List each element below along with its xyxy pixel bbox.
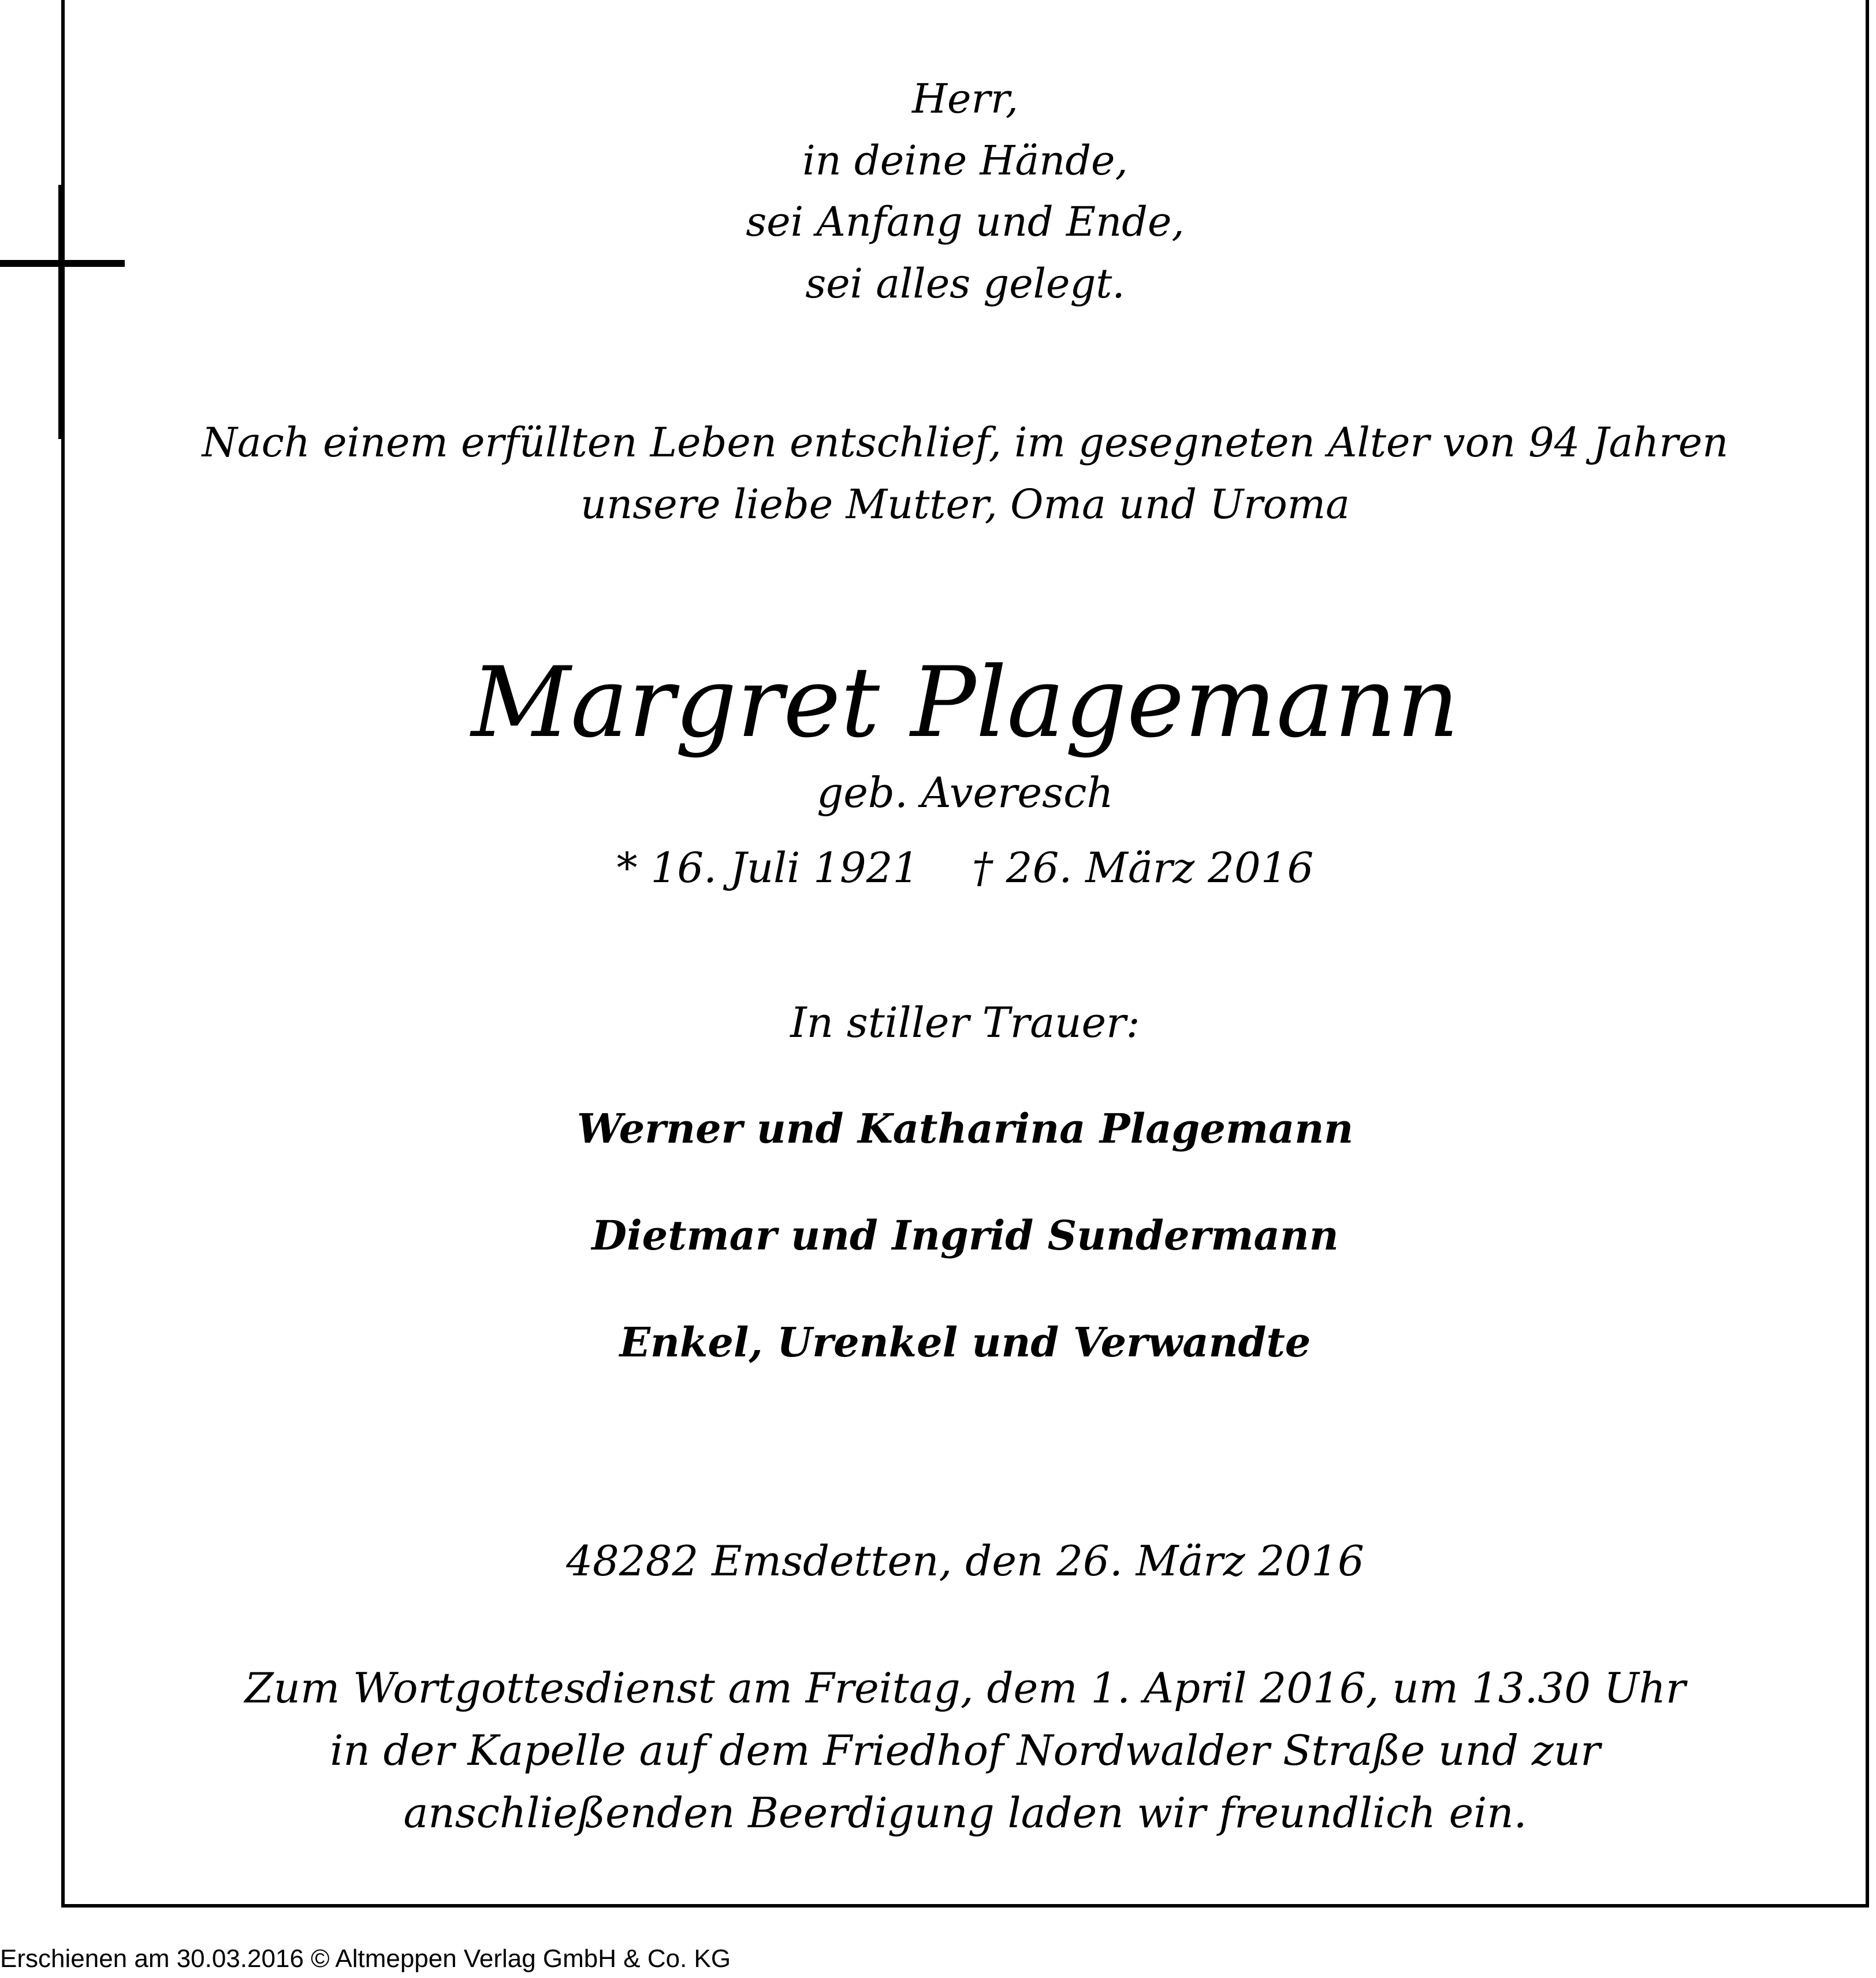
family-line-2: Dietmar und Ingrid Sundermann [591,1211,1339,1259]
intro-line-1: Nach einem erfüllten Leben entschlief, im gesegneten Alter von 94 Jahren [202,419,1729,466]
publication-footer: Erschienen am 30.03.2016 © Altmeppen Verlag GmbH & Co. KG [0,1944,731,1973]
family-line-1: Werner und Katharina Plagemann [576,1105,1354,1152]
family-line-3: Enkel, Urenkel und Verwandte [619,1318,1311,1366]
cross-vertical-bar [58,185,64,439]
mourning-heading: In stiller Trauer: [790,998,1140,1047]
verse-line-1: Herr, [912,75,1018,122]
birth-name: geb. Averesch [817,768,1114,817]
service-line-1: Zum Wortgottesdienst am Freitag, dem 1. April 2016, um 13.30 Uhr [244,1664,1686,1712]
place-date: 48282 Emsdetten, den 26. März 2016 [566,1537,1364,1585]
verse-line-3: sei Anfang und Ende, [746,198,1185,246]
service-line-3: anschließenden Beerdigung laden wir freundlich ein. [403,1789,1527,1837]
verse-line-2: in deine Hände, [802,137,1128,184]
intro-line-2: unsere liebe Mutter, Oma und Uroma [580,481,1350,528]
deceased-name: Margret Plagemann [471,646,1460,759]
life-dates: * 16. Juli 1921 † 26. März 2016 [616,843,1314,892]
verse-line-4: sei alles gelegt. [805,260,1125,307]
service-line-2: in der Kapelle auf dem Friedhof Nordwalder Straße und zur [330,1726,1600,1775]
